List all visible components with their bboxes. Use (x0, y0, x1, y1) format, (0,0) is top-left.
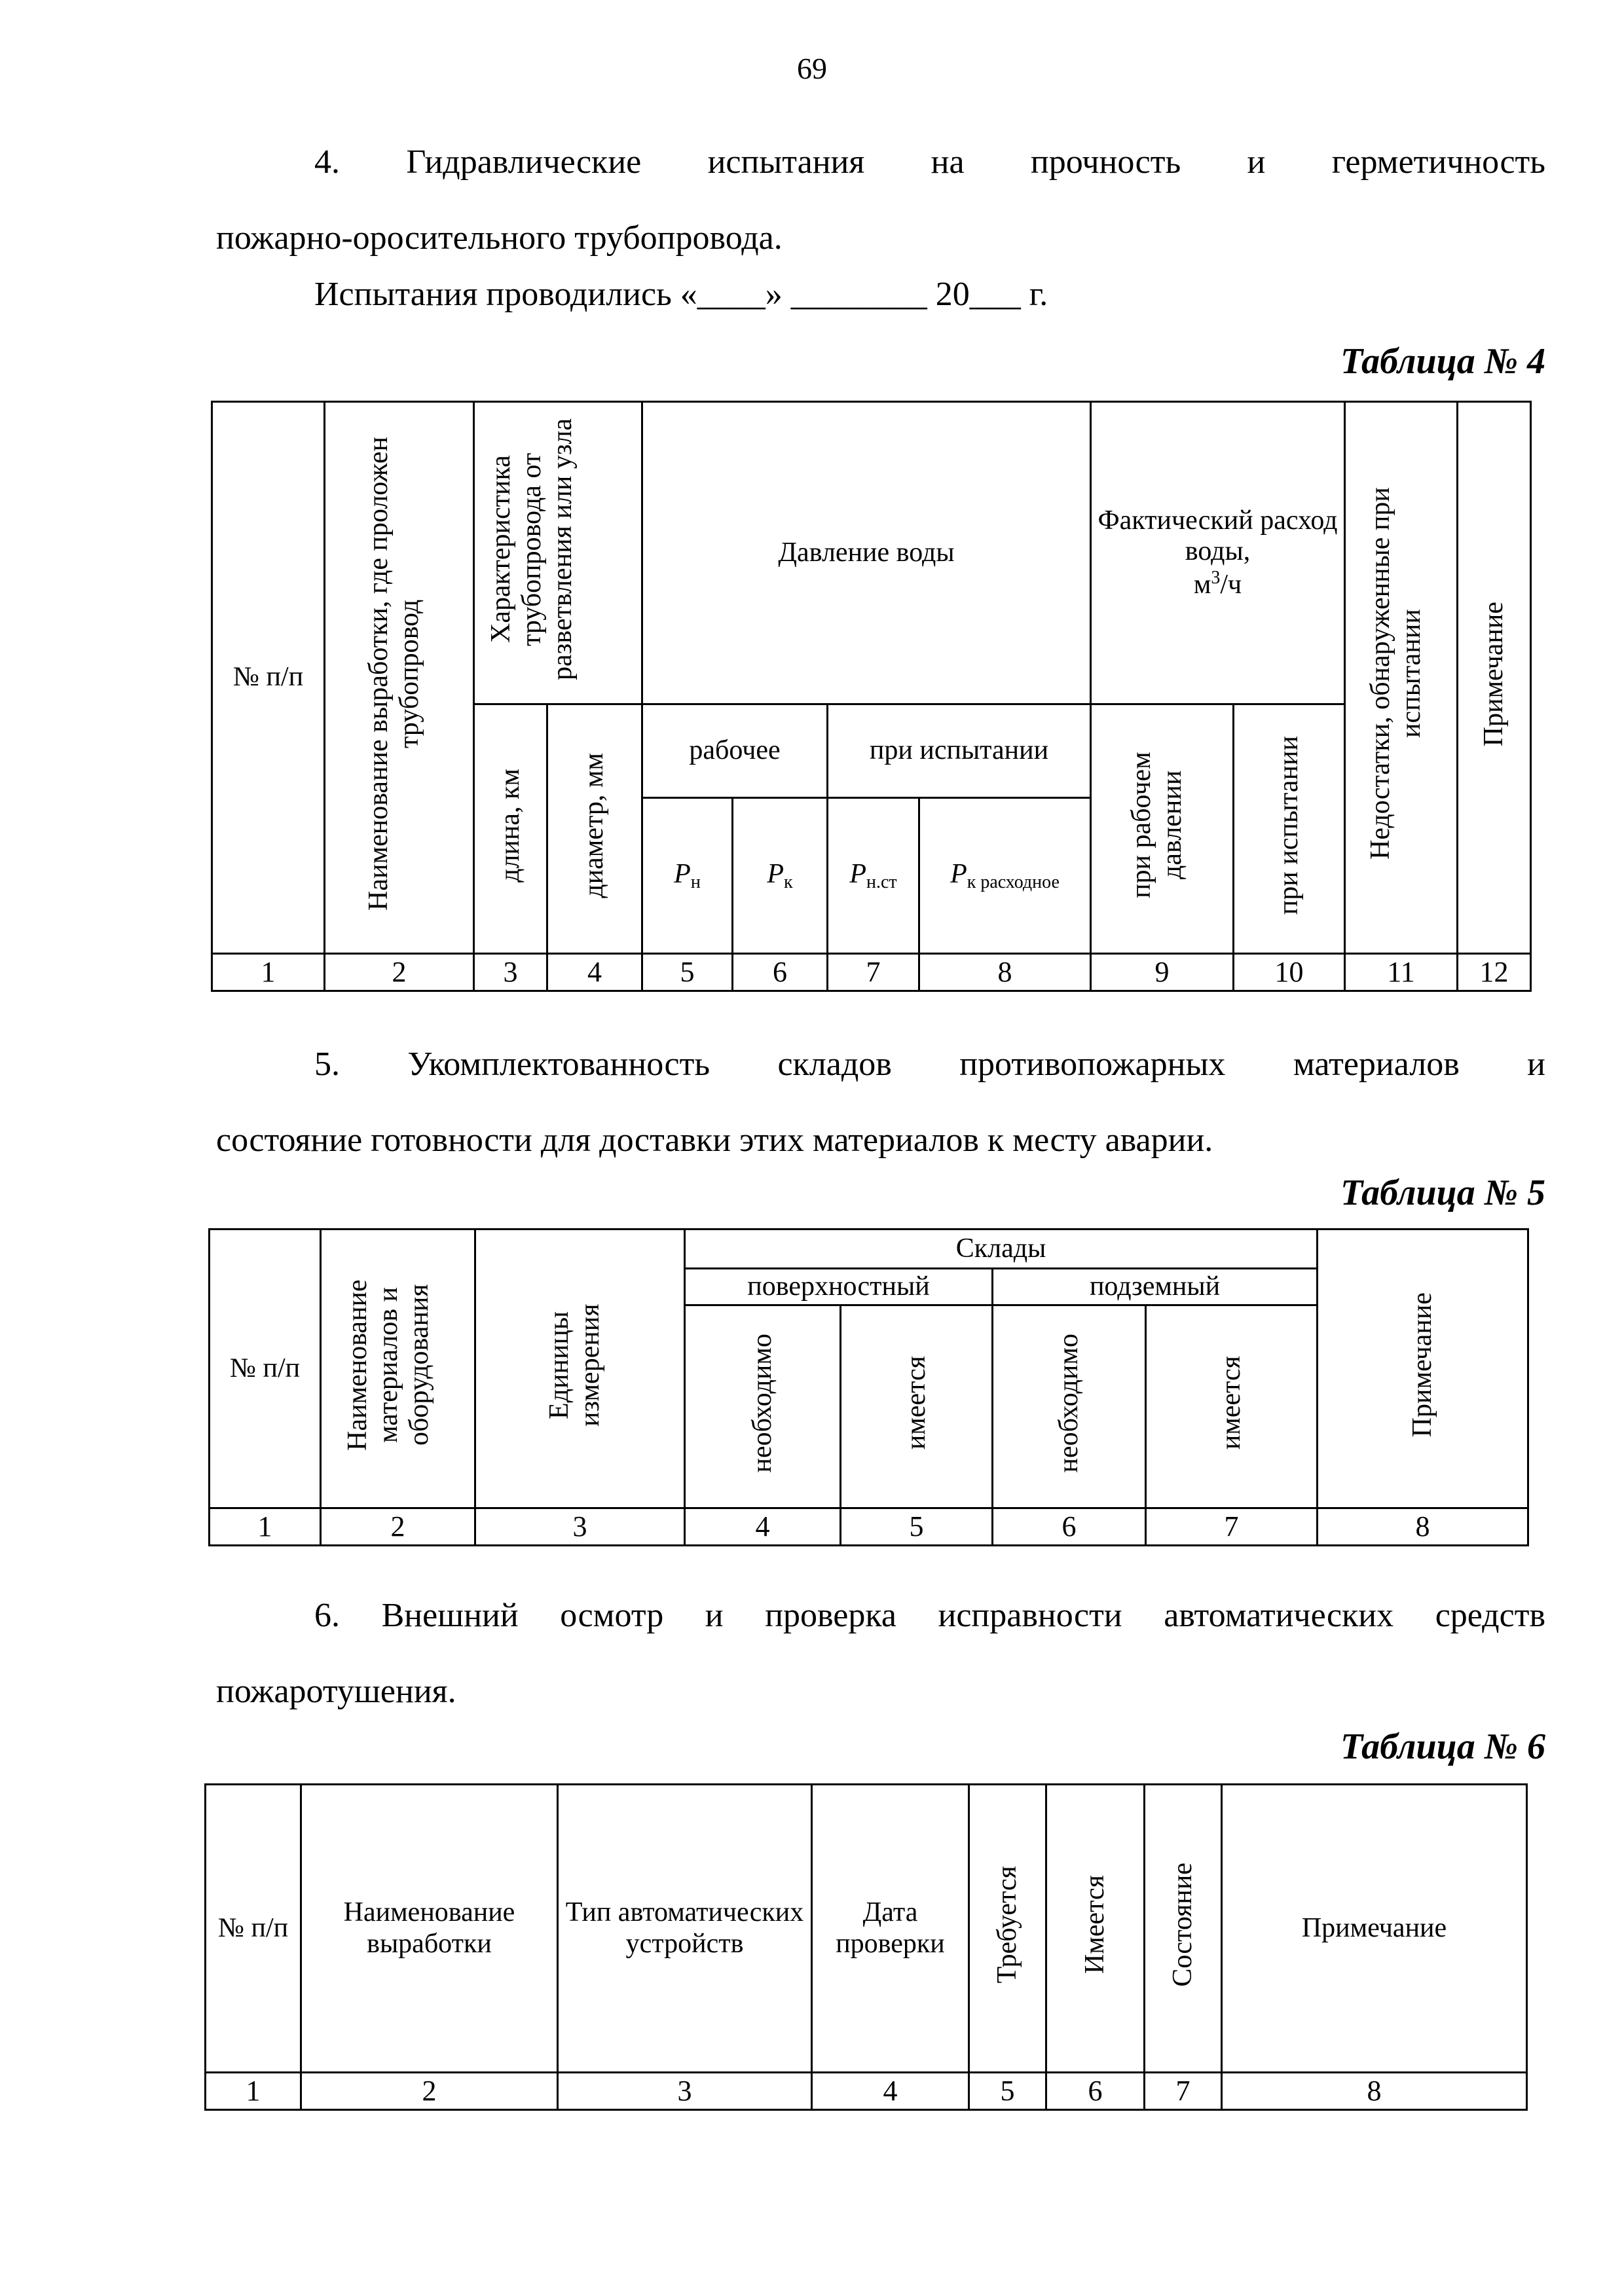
t6-num-cell: 1 (206, 2073, 301, 2110)
t5-num-cell: 1 (210, 1508, 321, 1546)
t5-header-underground: подземный (993, 1269, 1318, 1305)
t4-num-cell: 10 (1234, 954, 1345, 991)
t4-header-defects: Недостатки, обнаруженные при испытании (1345, 402, 1458, 954)
t5-header-surface: поверхностный (685, 1269, 993, 1305)
t5-num-cell: 5 (841, 1508, 993, 1546)
t6-num-cell: 7 (1145, 2073, 1222, 2110)
t4-num-cell: 9 (1091, 954, 1234, 991)
test-date-line: Испытания проводились «____» ________ 20___ г. (314, 276, 1048, 313)
table6 (204, 1783, 1528, 2111)
section6-paragraph (216, 1578, 1545, 1730)
t4-header-testing: при испытании (828, 704, 1091, 798)
t5-num-cell: 6 (993, 1508, 1146, 1546)
section5-line2: состояние готовности для доставки этих материалов к месту аварии. (216, 1121, 1213, 1159)
t6-header-date: Дата проверки (812, 1785, 969, 2073)
table5 (208, 1228, 1529, 1546)
section5-paragraph (216, 1027, 1545, 1178)
t4-header-flow-testing: при испытании (1234, 704, 1345, 954)
t5-num-cell: 7 (1146, 1508, 1318, 1546)
t5-header-note: Примечание (1318, 1230, 1528, 1508)
t4-num-cell: 3 (474, 954, 547, 991)
t4-header-pressure: Давление воды (642, 402, 1091, 704)
t4-header-pk: $P_к$ (733, 798, 828, 954)
t4-num-cell: 6 (733, 954, 828, 991)
table4-caption: Таблица № 4 (1340, 341, 1545, 382)
t6-num-cell: 5 (969, 2073, 1046, 2110)
t5-num-cell: 4 (685, 1508, 841, 1546)
t4-num-cell: 1 (212, 954, 325, 991)
t5-header-name: Наименование материалов и оборудования (321, 1230, 475, 1508)
t5-header-num: № п/п (210, 1230, 321, 1508)
t5-header-surface-needed: необходимо (685, 1305, 841, 1508)
section4-paragraph (216, 124, 1545, 276)
t5-num-cell: 8 (1318, 1508, 1528, 1546)
t4-num-cell: 2 (325, 954, 474, 991)
t4-num-cell: 8 (919, 954, 1091, 991)
t5-header-units: Единицы измерения (475, 1230, 685, 1508)
table6-caption: Таблица № 6 (1340, 1726, 1545, 1767)
section6-line2: пожаротушения. (216, 1673, 456, 1710)
section4-line2: пожарно-оросительного трубопровода. (216, 219, 783, 257)
t4-header-pn: $P_н$ (642, 798, 733, 954)
t6-header-type: Тип автоматических устройств (558, 1785, 812, 2073)
t4-num-cell: 11 (1345, 954, 1458, 991)
t5-header-underground-needed: необходимо (993, 1305, 1146, 1508)
t4-header-diameter: диаметр, мм (547, 704, 642, 954)
section6-line1: 6. Внешний осмотр и проверка исправности автоматических средств (314, 1597, 1545, 1634)
t4-header-pnst: $P_{н.ст}$ (828, 798, 919, 954)
t6-header-available: Имеется (1046, 1785, 1145, 2073)
table5-caption: Таблица № 5 (1340, 1173, 1545, 1213)
t4-header-flow-working: при рабочем давлении (1091, 704, 1234, 954)
t6-num-cell: 4 (812, 2073, 969, 2110)
t4-header-flow: Фактический расход воды, $м^3/ч$ (1091, 402, 1345, 704)
t6-num-cell: 6 (1046, 2073, 1145, 2110)
t4-header-working: рабочее (642, 704, 828, 798)
t6-header-required: Требуется (969, 1785, 1046, 2073)
t4-header-num: № п/п (212, 402, 325, 954)
t5-header-underground-available: имеется (1146, 1305, 1318, 1508)
t5-num-cell: 2 (321, 1508, 475, 1546)
t4-header-pkr: $P_{к расходное}$ (919, 798, 1091, 954)
t5-header-warehouses: Склады (685, 1230, 1318, 1269)
t4-num-cell: 7 (828, 954, 919, 991)
t4-header-length: длина, км (474, 704, 547, 954)
page-number: 69 (797, 52, 827, 85)
t6-num-cell: 2 (301, 2073, 558, 2110)
t6-header-num: № п/п (206, 1785, 301, 2073)
t6-num-cell: 3 (558, 2073, 812, 2110)
t5-num-cell: 3 (475, 1508, 685, 1546)
section5-line1: 5. Укомплектованность складов противопожарных материалов и (314, 1046, 1545, 1083)
table4 (211, 401, 1532, 992)
t4-header-name: Наименование выработки, где проложен трубопровод (325, 402, 474, 954)
t5-header-surface-available: имеется (841, 1305, 993, 1508)
t4-header-note: Примечание (1458, 402, 1531, 954)
t6-num-cell: 8 (1222, 2073, 1527, 2110)
t4-num-cell: 4 (547, 954, 642, 991)
t6-header-name: Наименование выработки (301, 1785, 558, 2073)
t6-header-note: Примечание (1222, 1785, 1527, 2073)
t4-num-cell: 12 (1458, 954, 1531, 991)
t4-header-characteristic: Характеристика трубопровода от разветвления или узла (474, 402, 642, 704)
section4-line1: 4. Гидравлические испытания на прочность и герметичность (314, 143, 1545, 181)
t4-num-cell: 5 (642, 954, 733, 991)
t6-header-state: Состояние (1145, 1785, 1222, 2073)
